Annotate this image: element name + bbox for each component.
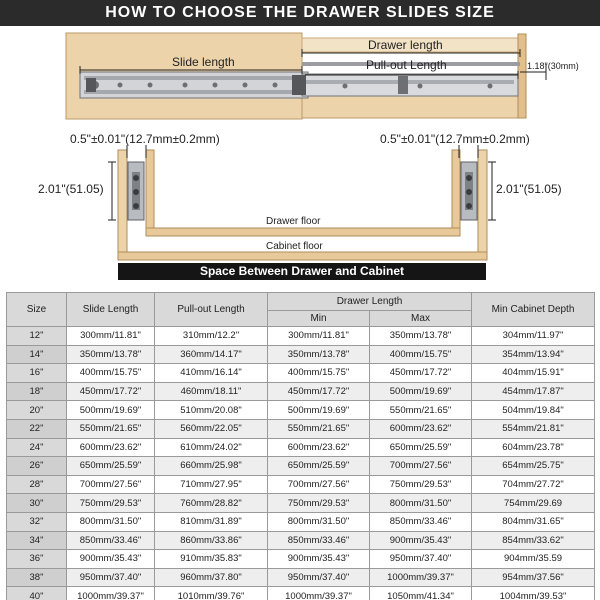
drawer-min-cell: 500mm/19.69" xyxy=(268,401,370,420)
drawer-max-cell: 350mm/13.78" xyxy=(370,327,472,346)
size-table xyxy=(6,292,595,600)
drawer-min-cell: 850mm/33.46" xyxy=(268,531,370,550)
drawer-min-cell: 350mm/13.78" xyxy=(268,345,370,364)
pullout-cell: 760mm/28.82" xyxy=(155,494,268,513)
cabinet-depth-cell: 1004mm/39.53" xyxy=(472,587,595,600)
size-cell: 12" xyxy=(7,327,67,346)
slide-length-cell: 800mm/31.50" xyxy=(67,512,155,531)
table-row xyxy=(7,587,595,600)
cabinet-floor-label: Cabinet floor xyxy=(266,241,323,252)
size-cell: 26" xyxy=(7,457,67,476)
size-cell: 32" xyxy=(7,512,67,531)
slide-length-cell: 950mm/37.40" xyxy=(67,568,155,587)
drawer-min-cell: 550mm/21.65" xyxy=(268,419,370,438)
gap-label: 1.18"(30mm) xyxy=(527,61,579,71)
drawer-min-cell: 400mm/15.75" xyxy=(268,364,370,383)
table-row xyxy=(7,550,595,569)
header-max: Max xyxy=(370,311,472,327)
size-cell: 34" xyxy=(7,531,67,550)
cabinet-depth-cell: 554mm/21.81" xyxy=(472,419,595,438)
size-cell: 22" xyxy=(7,419,67,438)
header-min-cabinet-depth: Min Cabinet Depth xyxy=(472,293,595,327)
pullout-cell: 610mm/24.02" xyxy=(155,438,268,457)
header-pullout-length: Pull-out Length xyxy=(155,293,268,327)
slide-length-label: Slide length xyxy=(172,55,235,69)
drawer-max-cell: 400mm/15.75" xyxy=(370,345,472,364)
slide-length-cell: 500mm/19.69" xyxy=(67,401,155,420)
table-row xyxy=(7,531,595,550)
pullout-cell: 660mm/25.98" xyxy=(155,457,268,476)
slide-length-cell: 400mm/15.75" xyxy=(67,364,155,383)
table-row xyxy=(7,345,595,364)
drawer-max-cell: 1050mm/41.34" xyxy=(370,587,472,600)
pullout-cell: 560mm/22.05" xyxy=(155,419,268,438)
right-height-label: 2.01"(51.05) xyxy=(496,182,562,196)
slide-length-cell: 750mm/29.53" xyxy=(67,494,155,513)
size-cell: 14" xyxy=(7,345,67,364)
header-drawer-length: Drawer Length xyxy=(268,293,472,311)
cabinet-depth-cell: 804mm/31.65" xyxy=(472,512,595,531)
drawer-max-cell: 950mm/37.40" xyxy=(370,550,472,569)
size-cell: 36" xyxy=(7,550,67,569)
drawer-max-cell: 700mm/27.56" xyxy=(370,457,472,476)
header-min: Min xyxy=(268,311,370,327)
cabinet-depth-cell: 754mm/29.69 xyxy=(472,494,595,513)
slide-length-cell: 350mm/13.78" xyxy=(67,345,155,364)
drawer-min-cell: 750mm/29.53" xyxy=(268,494,370,513)
drawer-min-cell: 600mm/23.62" xyxy=(268,438,370,457)
pullout-cell: 1010mm/39.76" xyxy=(155,587,268,600)
slide-length-cell: 600mm/23.62" xyxy=(67,438,155,457)
cabinet-depth-cell: 904mm/35.59 xyxy=(472,550,595,569)
table-row xyxy=(7,364,595,383)
size-cell: 28" xyxy=(7,475,67,494)
drawer-max-cell: 450mm/17.72" xyxy=(370,364,472,383)
table-row xyxy=(7,327,595,346)
drawer-max-cell: 650mm/25.59" xyxy=(370,438,472,457)
pullout-cell: 310mm/12.2" xyxy=(155,327,268,346)
size-cell: 18" xyxy=(7,382,67,401)
drawer-length-label: Drawer length xyxy=(368,38,443,52)
table-row xyxy=(7,457,595,476)
slide-length-cell: 300mm/11.81" xyxy=(67,327,155,346)
slide-length-cell: 850mm/33.46" xyxy=(67,531,155,550)
cabinet-depth-cell: 504mm/19.84" xyxy=(472,401,595,420)
drawer-min-cell: 700mm/27.56" xyxy=(268,475,370,494)
table-row xyxy=(7,494,595,513)
drawer-top-view-diagram xyxy=(0,26,600,124)
page-title: HOW TO CHOOSE THE DRAWER SLIDES SIZE xyxy=(105,4,495,21)
slide-length-cell: 700mm/27.56" xyxy=(67,475,155,494)
table-row xyxy=(7,438,595,457)
pullout-cell: 510mm/20.08" xyxy=(155,401,268,420)
drawer-max-cell: 1000mm/39.37" xyxy=(370,568,472,587)
table-row xyxy=(7,568,595,587)
pullout-cell: 860mm/33.86" xyxy=(155,531,268,550)
drawer-min-cell: 300mm/11.81" xyxy=(268,327,370,346)
left-clearance-label: 0.5"±0.01"(12.7mm±0.2mm) xyxy=(70,132,220,146)
drawer-max-cell: 550mm/21.65" xyxy=(370,401,472,420)
cabinet-depth-cell: 854mm/33.62" xyxy=(472,531,595,550)
space-between-label: Space Between Drawer and Cabinet xyxy=(199,264,405,278)
slide-length-cell: 550mm/21.65" xyxy=(67,419,155,438)
drawer-max-cell: 500mm/19.69" xyxy=(370,382,472,401)
drawer-max-cell: 750mm/29.53" xyxy=(370,475,472,494)
pullout-cell: 710mm/27.95" xyxy=(155,475,268,494)
header-slide-length: Slide Length xyxy=(67,293,155,327)
slide-length-cell: 900mm/35.43" xyxy=(67,550,155,569)
pullout-cell: 460mm/18.11" xyxy=(155,382,268,401)
drawer-min-cell: 800mm/31.50" xyxy=(268,512,370,531)
size-cell: 24" xyxy=(7,438,67,457)
right-clearance-label: 0.5"±0.01"(12.7mm±0.2mm) xyxy=(380,132,530,146)
header-size: Size xyxy=(7,293,67,327)
pullout-cell: 910mm/35.83" xyxy=(155,550,268,569)
pullout-length-label: Pull-out Length xyxy=(366,58,447,72)
cabinet-depth-cell: 404mm/15.91" xyxy=(472,364,595,383)
cabinet-depth-cell: 604mm/23.78" xyxy=(472,438,595,457)
cabinet-depth-cell: 654mm/25.75" xyxy=(472,457,595,476)
slide-length-cell: 450mm/17.72" xyxy=(67,382,155,401)
drawer-max-cell: 850mm/33.46" xyxy=(370,512,472,531)
size-cell: 40" xyxy=(7,587,67,600)
slide-length-cell: 1000mm/39.37" xyxy=(67,587,155,600)
size-cell: 30" xyxy=(7,494,67,513)
drawer-max-cell: 900mm/35.43" xyxy=(370,531,472,550)
pullout-cell: 810mm/31.89" xyxy=(155,512,268,531)
size-cell: 38" xyxy=(7,568,67,587)
drawer-min-cell: 650mm/25.59" xyxy=(268,457,370,476)
table-row xyxy=(7,419,595,438)
drawer-max-cell: 800mm/31.50" xyxy=(370,494,472,513)
pullout-cell: 410mm/16.14" xyxy=(155,364,268,383)
table-row xyxy=(7,382,595,401)
cabinet-depth-cell: 304mm/11.97" xyxy=(472,327,595,346)
pullout-cell: 960mm/37.80" xyxy=(155,568,268,587)
left-height-label: 2.01"(51.05) xyxy=(38,182,104,196)
slide-length-cell: 650mm/25.59" xyxy=(67,457,155,476)
drawer-floor-label: Drawer floor xyxy=(266,216,321,227)
table-row xyxy=(7,401,595,420)
table-row xyxy=(7,475,595,494)
table-row xyxy=(7,512,595,531)
drawer-max-cell: 600mm/23.62" xyxy=(370,419,472,438)
cabinet-depth-cell: 704mm/27.72" xyxy=(472,475,595,494)
size-cell: 16" xyxy=(7,364,67,383)
cabinet-depth-cell: 954mm/37.56" xyxy=(472,568,595,587)
pullout-cell: 360mm/14.17" xyxy=(155,345,268,364)
size-cell: 20" xyxy=(7,401,67,420)
drawer-min-cell: 450mm/17.72" xyxy=(268,382,370,401)
drawer-min-cell: 1000mm/39.37" xyxy=(268,587,370,600)
drawer-min-cell: 900mm/35.43" xyxy=(268,550,370,569)
cabinet-depth-cell: 354mm/13.94" xyxy=(472,345,595,364)
cabinet-depth-cell: 454mm/17.87" xyxy=(472,382,595,401)
drawer-min-cell: 950mm/37.40" xyxy=(268,568,370,587)
